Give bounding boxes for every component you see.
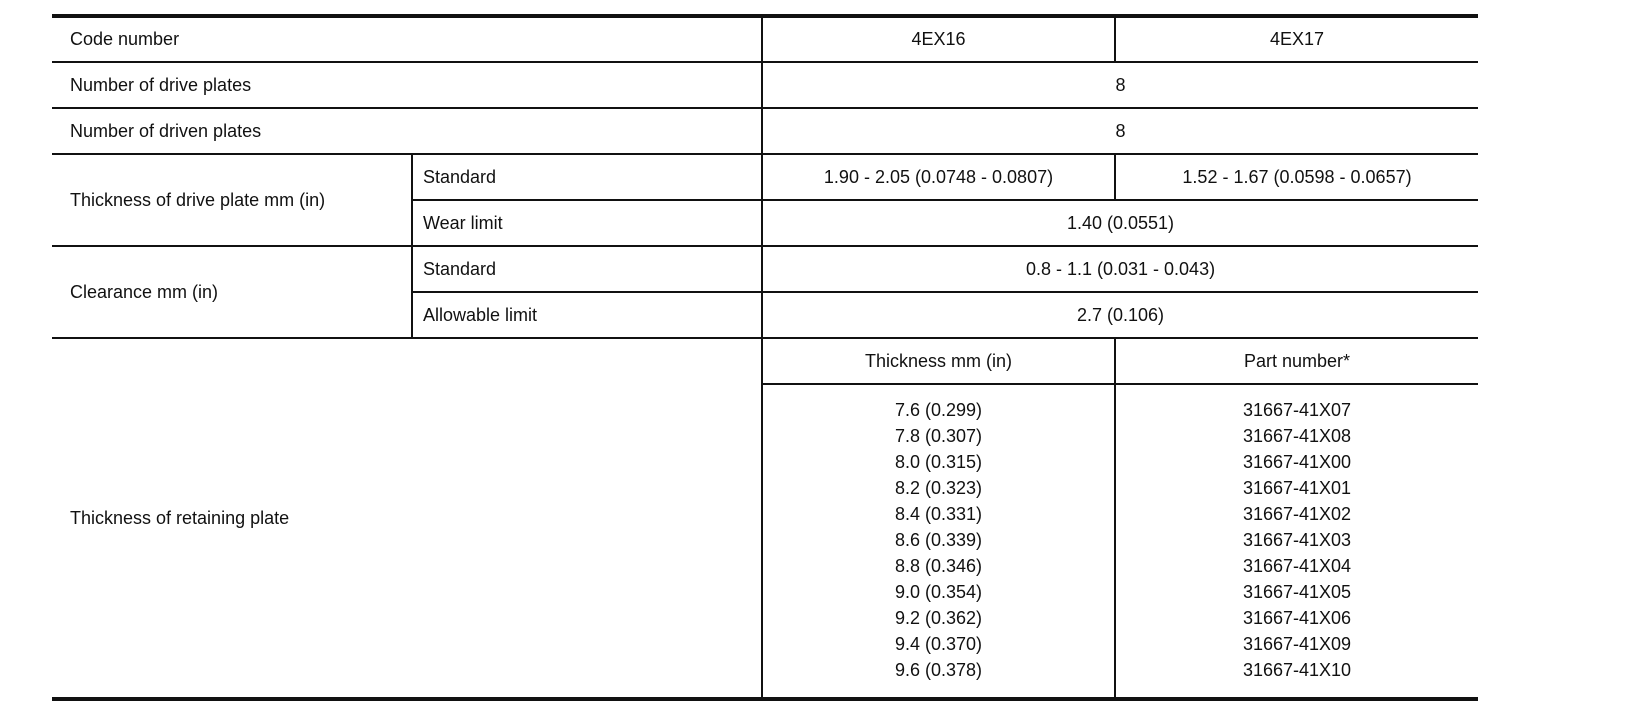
retaining-part-number-list bbox=[1115, 384, 1478, 699]
retaining-thickness-item: 8.0 (0.315) bbox=[894, 452, 983, 472]
drive-plate-thickness-label: Thickness of drive plate mm (in) bbox=[52, 154, 412, 246]
clearance-allowable-label: Allowable limit bbox=[412, 292, 762, 338]
retaining-part-number-item: 31667-41X06 bbox=[1242, 608, 1352, 628]
retaining-part-number-item: 31667-41X01 bbox=[1242, 478, 1352, 498]
clearance-standard-label: Standard bbox=[412, 246, 762, 292]
retaining-part-number-item: 31667-41X09 bbox=[1242, 634, 1352, 654]
code-number-label: Code number bbox=[52, 16, 762, 62]
code-4ex16: 4EX16 bbox=[762, 16, 1115, 62]
retaining-part-number-item: 31667-41X10 bbox=[1242, 660, 1352, 680]
retaining-thickness-item: 8.6 (0.339) bbox=[894, 530, 983, 550]
driven-plates-row bbox=[52, 108, 1478, 154]
clearance-allowable-value: 2.7 (0.106) bbox=[762, 292, 1478, 338]
retaining-thickness-item: 9.0 (0.354) bbox=[894, 582, 983, 602]
retaining-thickness-item: 7.8 (0.307) bbox=[894, 426, 983, 446]
spec-table bbox=[52, 14, 1478, 701]
drive-plates-value: 8 bbox=[762, 62, 1478, 108]
drive-plate-standard-4ex16: 1.90 - 2.05 (0.0748 - 0.0807) bbox=[762, 154, 1115, 200]
drive-plate-wear-label: Wear limit bbox=[412, 200, 762, 246]
retaining-part-number-item: 31667-41X05 bbox=[1242, 582, 1352, 602]
retaining-part-header: Part number* bbox=[1115, 338, 1478, 384]
drive-plates-row bbox=[52, 62, 1478, 108]
drive-plate-standard-label: Standard bbox=[412, 154, 762, 200]
drive-plate-standard-4ex17: 1.52 - 1.67 (0.0598 - 0.0657) bbox=[1115, 154, 1478, 200]
retaining-thickness-item: 8.2 (0.323) bbox=[894, 478, 983, 498]
retaining-thickness-item: 7.6 (0.299) bbox=[894, 400, 983, 420]
retaining-thickness-list bbox=[762, 384, 1115, 699]
drive-plate-wear-value: 1.40 (0.0551) bbox=[762, 200, 1478, 246]
retaining-part-number-item: 31667-41X08 bbox=[1242, 426, 1352, 446]
retaining-plate-header-row bbox=[52, 338, 1478, 384]
drive-plates-label: Number of drive plates bbox=[52, 62, 762, 108]
clearance-standard-row bbox=[52, 246, 1478, 292]
retaining-thickness-header: Thickness mm (in) bbox=[762, 338, 1115, 384]
retaining-plate-label: Thickness of retaining plate bbox=[52, 338, 762, 699]
clearance-label: Clearance mm (in) bbox=[52, 246, 412, 338]
retaining-part-number-item: 31667-41X00 bbox=[1242, 452, 1352, 472]
code-number-row bbox=[52, 16, 1478, 62]
retaining-part-number-item: 31667-41X02 bbox=[1242, 504, 1352, 524]
retaining-part-number-item: 31667-41X04 bbox=[1242, 556, 1352, 576]
code-4ex17: 4EX17 bbox=[1115, 16, 1478, 62]
retaining-part-number-item: 31667-41X03 bbox=[1242, 530, 1352, 550]
driven-plates-value: 8 bbox=[762, 108, 1478, 154]
retaining-thickness-item: 9.4 (0.370) bbox=[894, 634, 983, 654]
retaining-thickness-item: 9.2 (0.362) bbox=[894, 608, 983, 628]
retaining-part-number-item: 31667-41X07 bbox=[1242, 400, 1352, 420]
retaining-thickness-item: 9.6 (0.378) bbox=[894, 660, 983, 680]
clearance-standard-value: 0.8 - 1.1 (0.031 - 0.043) bbox=[762, 246, 1478, 292]
drive-plate-standard-row bbox=[52, 154, 1478, 200]
retaining-thickness-item: 8.8 (0.346) bbox=[894, 556, 983, 576]
driven-plates-label: Number of driven plates bbox=[52, 108, 762, 154]
retaining-thickness-item: 8.4 (0.331) bbox=[894, 504, 983, 524]
